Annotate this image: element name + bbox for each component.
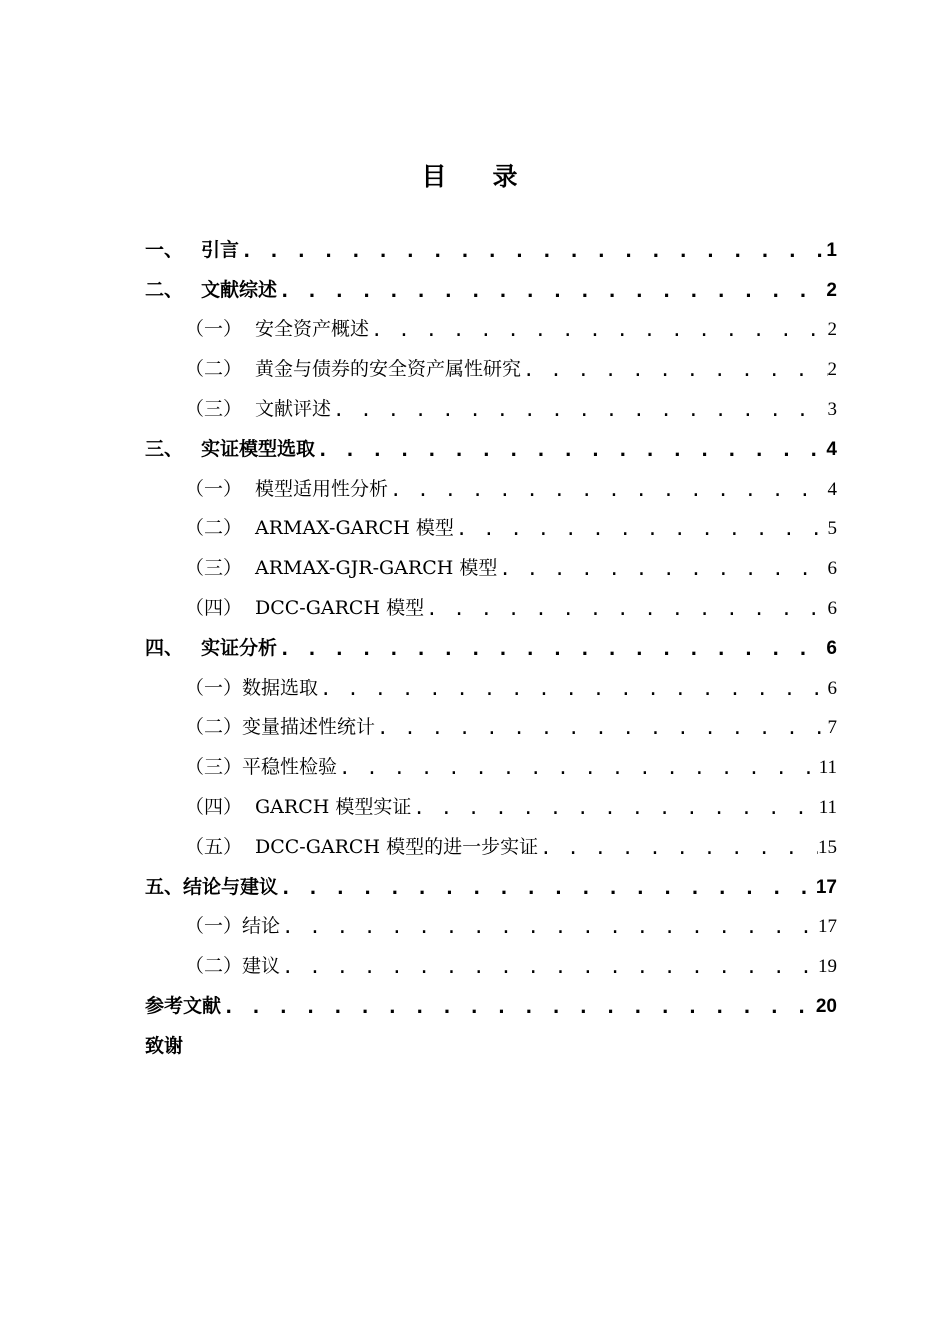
toc-leader-dots xyxy=(521,359,827,381)
toc-entry[interactable] xyxy=(145,1018,837,1058)
toc-entry-page: 11 xyxy=(818,757,837,779)
toc-entry-number: （三） xyxy=(185,756,243,779)
toc-entry-page: 4 xyxy=(827,478,837,500)
toc-leader-dots xyxy=(277,280,826,302)
toc-entry-label: ARMAX-GARCH 模型 xyxy=(255,517,454,540)
toc-entry-number: 二、 xyxy=(145,278,184,301)
toc-entry-label: 实证分析 xyxy=(201,636,278,659)
toc-subentry[interactable] xyxy=(145,899,837,939)
toc-entry[interactable] xyxy=(145,620,837,660)
toc-leader-dots xyxy=(239,240,826,262)
toc-subentry[interactable] xyxy=(145,461,837,501)
toc-entry-page: 19 xyxy=(818,956,837,978)
toc-entry-label: DCC-GARCH 模型 xyxy=(255,596,425,619)
toc-entry-page: 1 xyxy=(826,239,837,261)
toc-entry-number: （三） xyxy=(185,557,243,580)
toc-entry[interactable] xyxy=(145,222,837,262)
toc-leader-dots xyxy=(454,518,828,540)
toc-subentry[interactable] xyxy=(145,501,837,541)
toc-entry[interactable] xyxy=(145,859,837,899)
toc-entry-label: 数据选取 xyxy=(242,676,319,699)
toc-leader-dots xyxy=(280,916,818,938)
toc-entry-label: ARMAX-GJR-GARCH 模型 xyxy=(255,557,498,580)
toc-entry-page: 5 xyxy=(827,518,837,540)
toc-subentry[interactable] xyxy=(145,660,837,700)
toc-leader-dots xyxy=(369,319,827,341)
toc-subentry[interactable] xyxy=(145,819,837,859)
toc-title: 目录 xyxy=(421,162,564,191)
toc-leader-dots xyxy=(277,638,826,660)
toc-leader-dots xyxy=(538,837,818,859)
toc-entry-page: 2 xyxy=(827,359,837,381)
toc-leader-dots xyxy=(411,797,818,819)
toc-entry-number: （一） xyxy=(185,318,243,341)
toc-entry-number: （二） xyxy=(185,955,243,978)
toc-entry-label: 变量描述性统计 xyxy=(242,716,376,739)
toc-entry-label: 结论 xyxy=(242,915,281,938)
toc-entry-number: 四、 xyxy=(145,636,184,659)
toc-entry-number: （二） xyxy=(185,358,243,381)
toc-entry-number: （一） xyxy=(185,676,243,699)
toc-entry-label: 结论与建议 xyxy=(183,875,279,898)
toc-entry-page: 6 xyxy=(827,558,837,580)
toc-subentry[interactable] xyxy=(145,700,837,740)
toc-entry-label: 致谢 xyxy=(145,1034,184,1057)
toc-entry-page: 2 xyxy=(826,279,837,301)
toc-entry[interactable] xyxy=(145,421,837,461)
toc-entry-page: 6 xyxy=(827,677,837,699)
toc-leader-dots xyxy=(318,678,827,700)
toc-leader-dots xyxy=(221,996,816,1018)
toc-subentry[interactable] xyxy=(145,580,837,620)
toc-leader-dots xyxy=(315,439,826,461)
toc-entry-number: 一、 xyxy=(145,238,184,261)
toc-entry-label: 文献综述 xyxy=(201,278,278,301)
toc-leader-dots xyxy=(278,877,816,899)
toc-entry-number: （一） xyxy=(185,477,243,500)
toc-entry-label: 模型适用性分析 xyxy=(255,477,389,500)
toc-entry-number: 五、 xyxy=(145,875,184,898)
toc-subentry[interactable] xyxy=(145,341,837,381)
toc-entry-label: DCC-GARCH 模型的进一步实证 xyxy=(255,835,539,858)
toc-entry-number: （四） xyxy=(185,795,243,818)
toc-leader-dots xyxy=(497,558,827,580)
toc-entry-number: （三） xyxy=(185,397,243,420)
toc-entry-number: （二） xyxy=(185,517,243,540)
toc-leader-dots xyxy=(424,598,827,620)
toc-entry-page: 15 xyxy=(818,836,837,858)
toc-entry-page: 20 xyxy=(815,995,837,1017)
toc-entry[interactable] xyxy=(145,978,837,1018)
toc-entry-page: 7 xyxy=(827,717,837,739)
toc-entry-number: （一） xyxy=(185,915,243,938)
toc-entry-number: （四） xyxy=(185,596,243,619)
toc-entry-label: 建议 xyxy=(242,955,281,978)
toc-entry-page: 11 xyxy=(818,796,837,818)
toc-subentry[interactable] xyxy=(145,739,837,779)
toc-entry-label: 参考文献 xyxy=(145,994,222,1017)
toc-entry-number: （二） xyxy=(185,716,243,739)
toc-subentry[interactable] xyxy=(145,540,837,580)
toc-entry-label: 实证模型选取 xyxy=(201,437,316,460)
toc-subentry[interactable] xyxy=(145,381,837,421)
toc-entry-label: 文献评述 xyxy=(255,397,332,420)
toc-subentry[interactable] xyxy=(145,938,837,978)
toc-entry-label: 黄金与债券的安全资产属性研究 xyxy=(255,358,522,381)
toc-leader-dots xyxy=(388,479,827,501)
toc-leader-dots xyxy=(375,717,827,739)
toc-entry-page: 17 xyxy=(818,916,837,938)
toc-leader-dots xyxy=(337,757,819,779)
toc-entry[interactable] xyxy=(145,262,837,302)
toc-entry-label: 引言 xyxy=(201,238,240,261)
toc-entry-number: 三、 xyxy=(145,437,184,460)
toc-entry-page: 2 xyxy=(827,319,837,341)
toc-entry-page: 3 xyxy=(827,398,837,420)
toc-subentry[interactable] xyxy=(145,302,837,342)
toc-leader-dots xyxy=(331,399,827,421)
toc-entry-page: 17 xyxy=(815,876,837,898)
toc-entry-label: 平稳性检验 xyxy=(242,756,338,779)
toc-entry-page: 6 xyxy=(826,637,837,659)
toc-leader-dots xyxy=(280,956,818,978)
toc-entry-page: 6 xyxy=(827,597,837,619)
table-of-contents xyxy=(145,222,837,1058)
toc-entry-label: 安全资产概述 xyxy=(255,318,370,341)
toc-entry-page: 4 xyxy=(826,438,837,460)
toc-entry-number: （五） xyxy=(185,835,243,858)
toc-subentry[interactable] xyxy=(145,779,837,819)
toc-entry-label: GARCH 模型实证 xyxy=(255,795,412,818)
